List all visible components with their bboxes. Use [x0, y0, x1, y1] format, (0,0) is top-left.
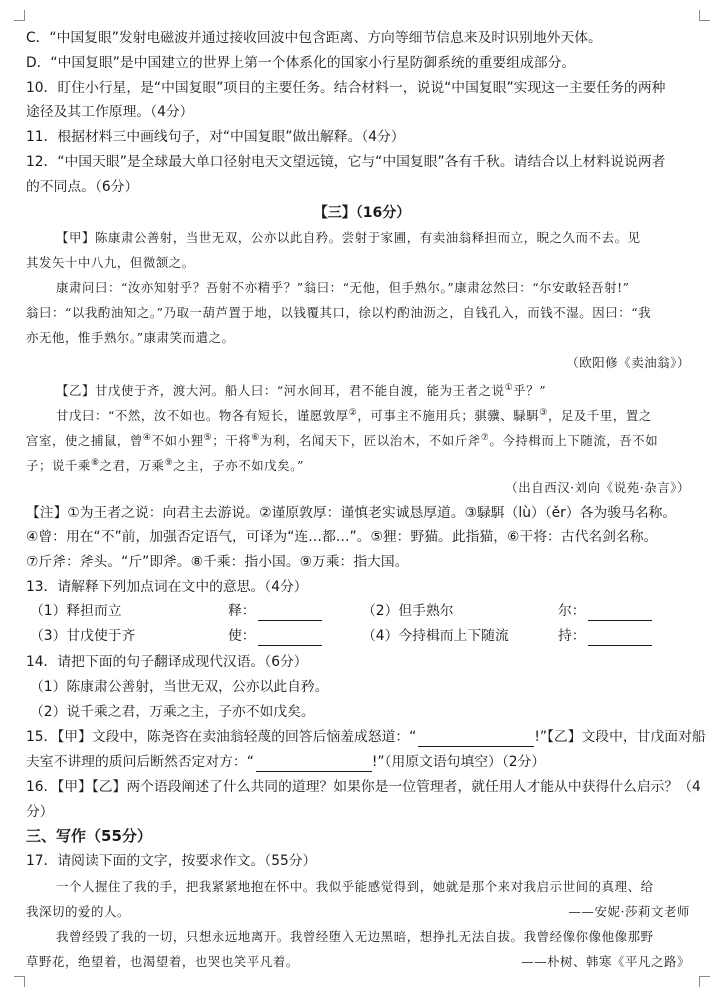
question-14: 14．请把下面的句子翻译成现代汉语。（6分）: [26, 654, 308, 670]
option-c: C．“中国复眼”发射电磁波并通过接收回波中包含距离、方向等细节信息来及时识别地外天体。: [26, 30, 602, 46]
passage-yi-line-3: 宫室，使之捕鼠，曾④不如小狸⑤；干将⑥为利，名闻天下，匠以治木，不如斤斧⑦。今持楫而上下随流，吾不如: [26, 433, 659, 449]
prompt-quote-1-line-1: 一个人握住了我的手，把我紧紧地抱在怀中。我似乎能感觉得到，她就是那个来对我启示世间的真理、给: [56, 879, 654, 894]
answer-blank[interactable]: [588, 630, 652, 646]
prompt-quote-1-attribution: ——安妮·莎莉文老师: [568, 904, 690, 919]
question-12-line-1: 12．“中国天眼”是全球最大单口径射电天文望远镜，它与“中国复眼”各有千秋。请结合以上材料说说两者: [26, 154, 666, 170]
question-17: 17．请阅读下面的文字，按要求作文。（55分）: [26, 853, 317, 869]
question-13: 13．请解释下列加点词在文中的意思。（4分）: [26, 579, 308, 595]
passage-jia-source: （欧阳修《卖油翁》）: [566, 355, 690, 370]
section-3-heading: 【三】（16分）: [313, 205, 411, 221]
fill-blank-1[interactable]: [418, 731, 534, 747]
crop-mark-bottom-left: [14, 976, 25, 987]
passage-jia-line-2: 其发矢十中八九，但微颔之。: [26, 255, 195, 270]
prompt-quote-2-attribution: ——朴树、韩寒《平凡之路》: [521, 954, 690, 969]
q13-answer-3[interactable]: 使：: [228, 626, 322, 646]
q13-answer-1[interactable]: 释：: [228, 601, 322, 621]
fill-blank-2[interactable]: [256, 756, 372, 772]
answer-blank[interactable]: [588, 605, 652, 621]
answer-blank[interactable]: [258, 630, 322, 646]
question-10-line-2: 途径及其工作原理。（4分）: [26, 104, 194, 120]
notes-line-3: ⑦斤斧：斧头。“斤”即斧。⑧千乘：指小国。⑨万乘：指大国。: [26, 554, 409, 570]
passage-yi-line-4: 子；说千乘⑧之君，万乘⑨之主，子亦不如戊矣。”: [26, 458, 304, 474]
question-16-line-1: 16．【甲】【乙】两个语段阐述了什么共同的道理？如果你是一位管理者，就任用人才能从中获得什么启示？（4: [26, 779, 701, 795]
passage-jia-line-4: 翁曰：“以我酌油知之。”乃取一葫芦置于地，以钱覆其口，徐以杓酌油沥之，自钱孔入，而钱不湿。因曰：“我: [26, 305, 652, 320]
writing-section-heading: 三、写作（55分）: [26, 827, 152, 845]
q13-item-3: （3）甘戊使于齐: [30, 628, 136, 644]
passage-jia-line-3: 康肃问曰：“汝亦知射乎？吾射不亦精乎？”翁曰：“无他，但手熟尔。”康肃忿然曰：“尔安敢轻吾射!”: [56, 280, 630, 295]
answer-blank[interactable]: [258, 605, 322, 621]
question-11: 11．根据材料三中画线句子，对“中国复眼”做出解释。（4分）: [26, 129, 405, 145]
passage-yi-source: （出自西汉·刘向《说苑·杂言》）: [505, 480, 690, 495]
passage-yi-line-1: 【乙】甘戊使于齐，渡大河。船人曰：“河水间耳，君不能自渡，能为王者之说①乎？”: [56, 383, 547, 399]
notes-line-2: ④曾：用在“不”前，加强否定语气，可译为“连…都…”。⑤狸：野猫。此指猫，⑥干将：古代名剑名称。: [26, 529, 658, 545]
q13-item-2: （2）但手熟尔: [362, 603, 454, 619]
crop-mark-top-left: [14, 10, 25, 21]
q13-item-1: （1）释担而立: [30, 603, 122, 619]
q13-answer-4[interactable]: 持：: [558, 626, 652, 646]
prompt-quote-1-line-2: 我深切的爱的人。: [26, 904, 130, 919]
passage-jia-line-5: 亦无他，惟手熟尔。”康肃笑而遣之。: [26, 330, 235, 345]
prompt-quote-2-line-2: 草野花，绝望着，也渴望着，也哭也笑平凡着。: [26, 954, 299, 969]
q13-answer-2[interactable]: 尔：: [558, 601, 652, 621]
question-16-line-2: 分）: [26, 804, 54, 820]
question-15-line-1: 15．【甲】文段中，陈尧咨在卖油翁轻蔑的回答后恼羞成怒道：“ !”【乙】文段中，甘戊面对船: [26, 729, 706, 745]
question-14-item-2: （2）说千乘之君，万乘之主，子亦不如戊矣。: [30, 704, 315, 720]
option-d: D．“中国复眼”是中国建立的世界上第一个体系化的国家小行星防御系统的重要组成部分。: [26, 55, 576, 71]
crop-mark-top-right: [699, 10, 710, 21]
q13-item-4: （4）今持楫而上下随流: [362, 628, 509, 644]
question-12-line-2: 的不同点。（6分）: [26, 179, 139, 195]
question-15-line-2: 夫室不讲理的质问后断然否定对方：“ !”（用原文语句填空）（2分）: [26, 754, 546, 770]
passage-yi-line-2: 甘戊曰：“不然，汝不如也。物各有短长，谨愿敦厚②，可事主不施用兵；骐骥、騄駬③，足及千里，置之: [56, 408, 652, 424]
passage-jia-line-1: 【甲】陈康肃公善射，当世无双，公亦以此自矜。尝射于家圃，有卖油翁释担而立，睨之久而不去。见: [56, 230, 641, 245]
question-14-item-1: （1）陈康肃公善射，当世无双，公亦以此自矜。: [30, 679, 329, 695]
crop-mark-bottom-right: [699, 976, 710, 987]
prompt-quote-2-line-1: 我曾经毁了我的一切，只想永远地离开。我曾经堕入无边黑暗，想挣扎无法自拔。我曾经像你像他像那野: [56, 929, 654, 944]
notes-line-1: 【注】①为王者之说：向君主去游说。②谨原敦厚：谨慎老实诚恳厚道。③騄駬（lù）（ěr）各为骏马名称。: [26, 505, 677, 521]
question-10-line-1: 10．盯住小行星，是“中国复眼”项目的主要任务。结合材料一，说说“中国复眼”实现这一主要任务的两种: [26, 80, 666, 96]
